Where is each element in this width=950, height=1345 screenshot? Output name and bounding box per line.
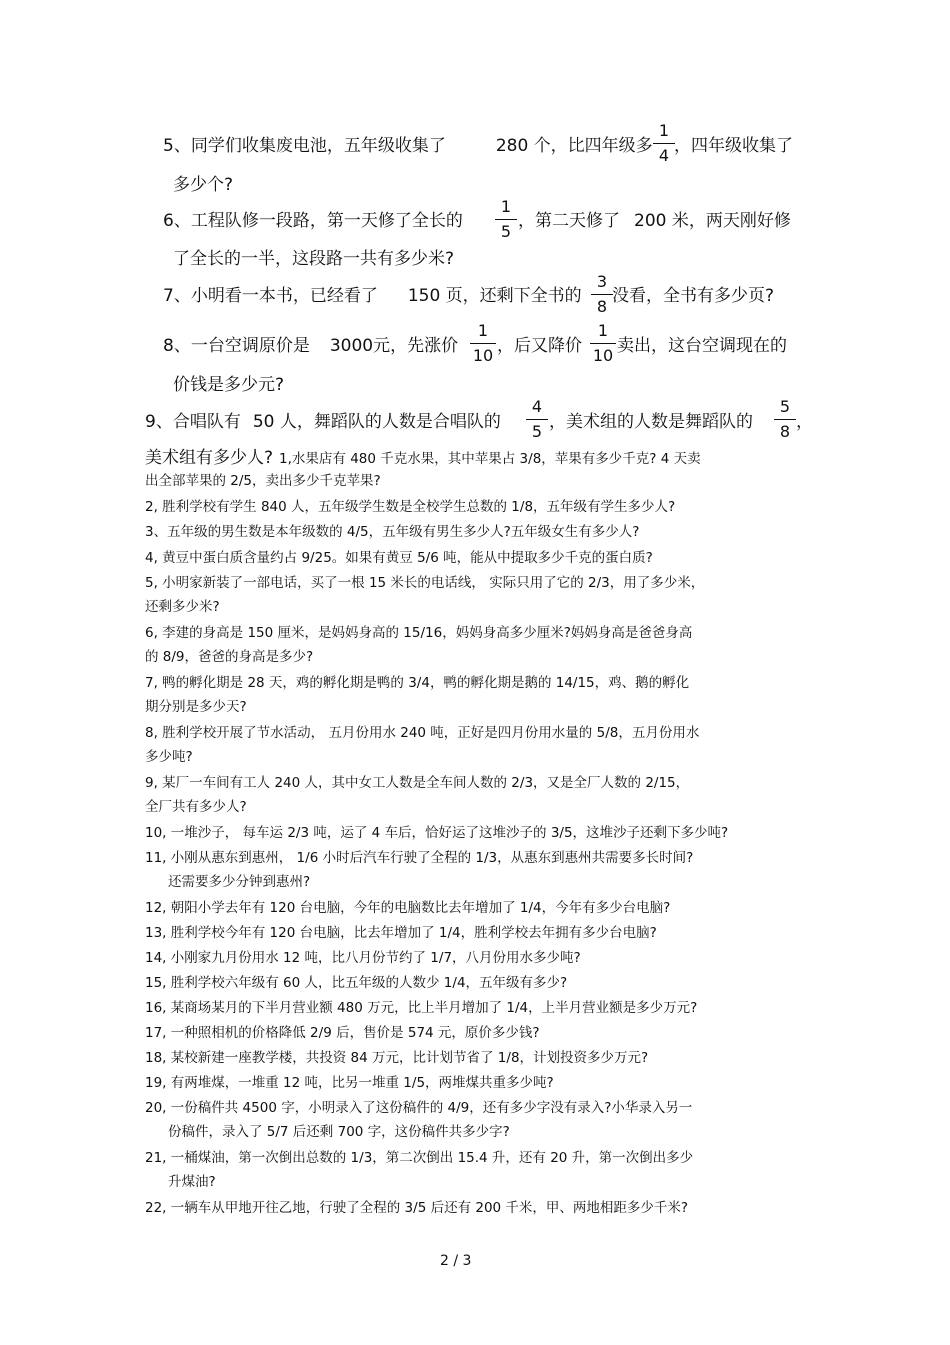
fraction-numerator: 3: [596, 272, 608, 291]
fraction-bar: [470, 343, 496, 344]
problem-line: 18, 某校新建一座教学楼，共投资 84 万元，比计划节省了 1/8，计划投资多少万元?: [145, 1050, 649, 1066]
q9-fraction-2: [773, 398, 797, 441]
q5-fraction: [652, 122, 676, 165]
page-number: 2 / 3: [440, 1253, 472, 1269]
fraction-denominator: 8: [779, 422, 791, 441]
q9-fraction-1: [525, 398, 549, 441]
fraction-bar: [526, 419, 548, 420]
problem-line: 19, 有两堆煤，一堆重 12 吨，比另一堆重 1/5，两堆煤共重多少吨?: [145, 1075, 554, 1091]
problem-line: 9, 某厂一车间有工人 240 人，其中女工人数是全车间人数的 2/3，又是全厂人数的 2/15，: [145, 775, 690, 791]
problem-line: 7, 鸭的孵化期是 28 天，鸡的孵化期是鸭的 3/4，鸭的孵化期是鹅的 14/15，鸡、鹅的孵化: [145, 675, 690, 691]
q6-text-a: 6、工程队修一段路，第一天修了全长的: [163, 211, 463, 231]
fraction-numerator: 4: [531, 397, 543, 416]
problem-line: 15, 胜利学校六年级有 60 人，比五年级的人数少 1/4，五年级有多少?: [145, 975, 568, 991]
problem-line: 21, 一桶煤油，第一次倒出总数的 1/3，第二次倒出 15.4 升，还有 20 升，第一次倒出多少: [145, 1150, 694, 1166]
q7-line1: [163, 281, 582, 306]
q6-text-c: 200 米，两天刚好修: [634, 211, 791, 231]
problem-line: 5, 小明家新装了一部电话，买了一根 15 米长的电话线， 实际只用了它的 2/3，用了多少米，: [145, 575, 705, 591]
problem-line: 12, 朝阳小学去年有 120 台电脑，今年的电脑数比去年增加了 1/4，今年有多少台电脑?: [145, 900, 671, 916]
q9-text-c: ，美术组的人数是舞蹈队的: [549, 412, 753, 432]
fraction-denominator: 8: [596, 297, 608, 316]
q8-text-c: ，后又降价: [497, 336, 582, 356]
fraction-bar: [774, 419, 796, 420]
q5-line1: [163, 131, 653, 156]
problem-line: 22, 一辆车从甲地开往乙地，行驶了全程的 3/5 后还有 200 千米，甲、两地相距多少千米?: [145, 1200, 689, 1216]
fraction-numerator: 5: [779, 397, 791, 416]
q9-text-b: 50 人，舞蹈队的人数是合唱队的: [252, 412, 501, 432]
problem-line: 出全部苹果的 2/5，卖出多少千克苹果?: [145, 473, 381, 489]
q5-line2: 多少个?: [173, 175, 234, 195]
q6-text-b: ，第二天修了: [518, 211, 620, 231]
q6-line1-rest: [518, 206, 791, 231]
q7-text-a: 7、小明看一本书，已经看了: [163, 286, 378, 306]
problem-line: 6, 李建的身高是 150 厘米，是妈妈身高的 15/16，妈妈身高多少厘米?妈妈身高是爸爸身高: [145, 625, 693, 641]
fraction-denominator: 10: [472, 346, 494, 365]
q8-text-b: 3000元，先涨价: [329, 336, 459, 356]
fraction-numerator: 1: [477, 321, 489, 340]
problem-line: 升煤油?: [168, 1174, 216, 1190]
q6-line2: 了全长的一半，这段路一共有多少米?: [173, 249, 455, 269]
problem-line: 还需要多少分钟到惠州?: [168, 874, 311, 890]
fraction-denominator: 4: [658, 146, 670, 165]
q7-text-c: 没看，全书有多少页?: [612, 286, 775, 306]
fraction-bar: [653, 143, 675, 144]
q5-text-a: 5、同学们收集废电池，五年级收集了: [163, 136, 446, 156]
q8-text-d: 卖出，这台空调现在的: [617, 336, 787, 356]
q9-text-a: 9、合唱队有: [145, 412, 241, 432]
problem-line: 还剩多少米?: [145, 599, 220, 615]
fraction-bar: [590, 343, 616, 344]
q9-line2: [145, 443, 701, 468]
q5-text-b: 280 个，比四年级多: [495, 136, 653, 156]
problem-line: 10, 一堆沙子， 每车运 2/3 吨，运了 4 车后，恰好运了这堆沙子的 3/5，这堆沙子还剩下多少吨?: [145, 825, 729, 841]
q7-text-b: 150 页，还剩下全书的: [407, 286, 582, 306]
fraction-bar: [591, 294, 613, 295]
q7-fraction: [590, 273, 614, 316]
q8-fraction-2: [589, 322, 617, 365]
fraction-denominator: 5: [531, 422, 543, 441]
problem-line: 全厂共有多少人?: [145, 799, 247, 815]
problem-line: 期分别是多少天?: [145, 699, 247, 715]
problem-line: 的 8/9，爸爸的身高是多少?: [145, 649, 314, 665]
problem-line: 17, 一种照相机的价格降低 2/9 后，售价是 574 元，原价多少钱?: [145, 1025, 540, 1041]
problem-line: 13, 胜利学校今年有 120 台电脑，比去年增加了 1/4，胜利学校去年拥有多少台电脑?: [145, 925, 657, 941]
q8-line2: 价钱是多少元?: [173, 375, 285, 395]
q8-line1: [163, 331, 458, 356]
fraction-denominator: 10: [592, 346, 614, 365]
fraction-bar: [495, 219, 517, 220]
problem-line: 16, 某商场某月的下半月营业额 480 万元，比上半月增加了 1/4，上半月营业额是多少万元?: [145, 1000, 698, 1016]
fraction-numerator: 1: [658, 121, 670, 140]
q9-text-d: ，: [796, 412, 813, 432]
q9-line1: [145, 407, 501, 432]
q9-line2-text: 美术组有多少人?: [145, 448, 274, 468]
problem-line: 多少吨?: [145, 749, 193, 765]
problem-line: 20, 一份稿件共 4500 字，小明录入了这份稿件的 4/9，还有多少字没有录入?小华录入另一: [145, 1100, 693, 1116]
problem-line: 3、五年级的男生数是本年级数的 4/5，五年级有男生多少人?五年级女生有多少人?: [145, 524, 640, 540]
fraction-numerator: 1: [500, 197, 512, 216]
problem-line: 14, 小刚家九月份用水 12 吨，比八月份节约了 1/7，八月份用水多少吨?: [145, 950, 581, 966]
problem-line: 4, 黄豆中蛋白质含量约占 9/25。如果有黄豆 5/6 吨，能从中提取多少千克的蛋白质?: [145, 550, 653, 566]
problem-line: 11, 小刚从惠东到惠州， 1/6 小时后汽车行驶了全程的 1/3，从惠东到惠州共需要多长时间?: [145, 850, 694, 866]
fraction-numerator: 1: [597, 321, 609, 340]
q5-text-c: ，四年级收集了: [674, 136, 793, 156]
problem-line: 份稿件，录入了 5/7 后还剩 700 字，这份稿件共多少字?: [168, 1124, 510, 1140]
problem-line: 8, 胜利学校开展了节水活动， 五月份用水 240 吨，正好是四月份用水量的 5/8，五月份用水: [145, 725, 700, 741]
q6-fraction: [494, 198, 518, 241]
q8-fraction-1: [469, 322, 497, 365]
problem-line: 2, 胜利学校有学生 840 人，五年级学生数是全校学生总数的 1/8，五年级有学生多少人?: [145, 499, 676, 515]
fraction-denominator: 5: [500, 222, 512, 241]
problem-line-1: 1,水果店有 480 千克水果，其中苹果占 3/8，苹果有多少千克? 4 天卖: [279, 451, 701, 467]
q8-text-a: 8、一台空调原价是: [163, 336, 310, 356]
